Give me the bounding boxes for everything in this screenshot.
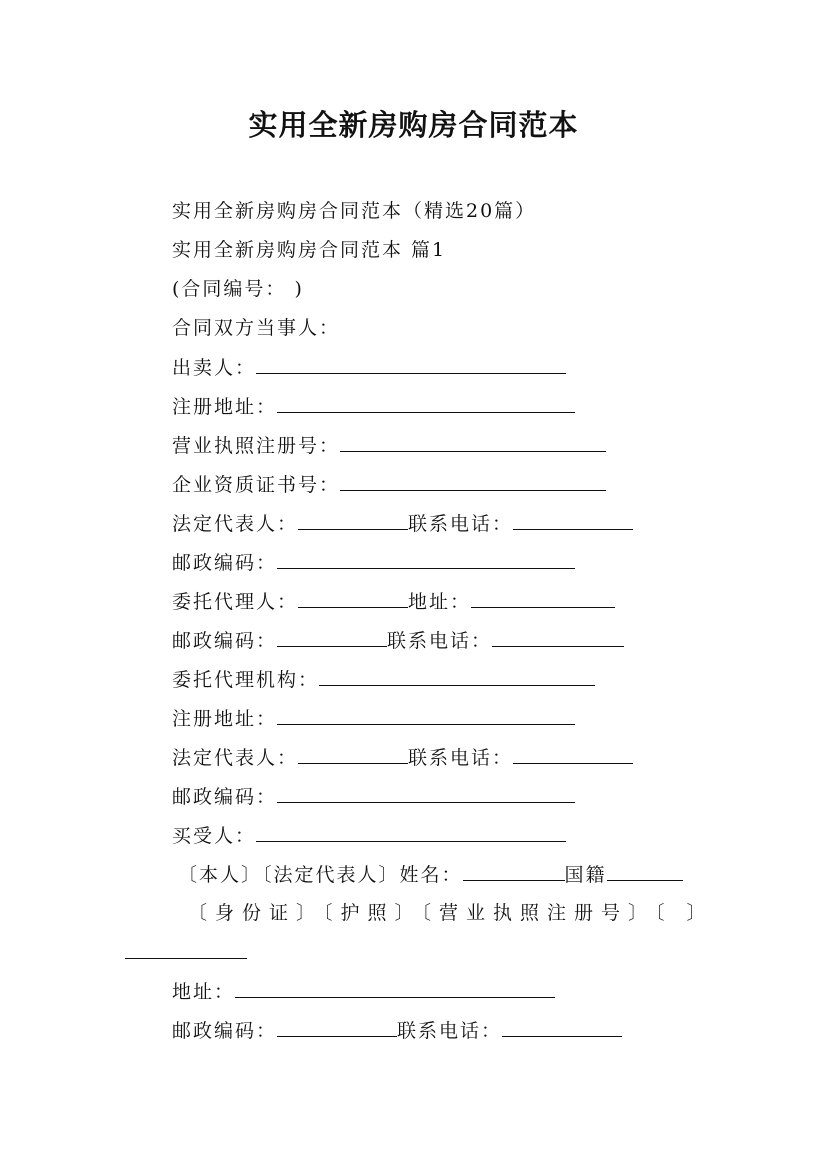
- phone-label: 联系电话：: [397, 1020, 503, 1042]
- qualification-blank[interactable]: [340, 472, 606, 491]
- qualification-label: 企业资质证书号：: [172, 474, 341, 496]
- address-blank[interactable]: [471, 589, 615, 608]
- postcode-blank[interactable]: [277, 628, 387, 647]
- address-label: 地址：: [408, 591, 472, 613]
- id-type-line: 〔身份证〕〔护照〕〔营业执照注册号〕〔 〕: [188, 902, 714, 924]
- buyer-name-label: 〔本人〕〔法定代表人〕姓名：: [178, 864, 463, 886]
- postcode-label: 邮政编码：: [172, 786, 278, 808]
- qualification-line: [172, 472, 606, 497]
- postcode-phone-line: [172, 1018, 622, 1043]
- biz-license-blank[interactable]: [340, 433, 606, 452]
- address-blank[interactable]: [235, 979, 555, 998]
- postcode-phone-line: [172, 628, 624, 653]
- postcode-line: [172, 550, 575, 575]
- subtitle: 实用全新房购房合同范本（精选20篇）: [172, 200, 537, 222]
- agent-line: [172, 589, 615, 614]
- agent-blank[interactable]: [298, 589, 408, 608]
- seller-label: 出卖人：: [172, 357, 257, 379]
- buyer-name-blank[interactable]: [463, 862, 565, 881]
- phone-blank[interactable]: [513, 745, 633, 764]
- contract-number: (合同编号： ): [172, 278, 304, 300]
- agency-label: 委托代理机构：: [172, 669, 320, 691]
- phone-blank[interactable]: [492, 628, 624, 647]
- agency-line: [172, 667, 595, 692]
- postcode-label: 邮政编码：: [172, 630, 278, 652]
- postcode-label: 邮政编码：: [172, 552, 278, 574]
- postcode-label: 邮政编码：: [172, 1020, 278, 1042]
- postcode-line: [172, 784, 575, 809]
- buyer-blank[interactable]: [256, 823, 566, 842]
- nationality-blank[interactable]: [607, 862, 683, 881]
- legal-rep-line: [172, 745, 633, 770]
- reg-address-label: 注册地址：: [172, 396, 278, 418]
- postcode-blank[interactable]: [277, 784, 575, 803]
- buyer-name-line: [178, 862, 683, 887]
- seller-blank[interactable]: [256, 355, 566, 374]
- parties-heading: 合同双方当事人：: [172, 317, 341, 339]
- reg-address-line: [172, 706, 575, 731]
- legal-rep-blank[interactable]: [298, 745, 408, 764]
- seller-line: [172, 355, 566, 380]
- nationality-label: 国籍: [564, 864, 607, 886]
- legal-rep-line: [172, 511, 633, 536]
- address-label: 地址：: [172, 981, 236, 1003]
- reg-address-blank[interactable]: [277, 394, 575, 413]
- reg-address-label: 注册地址：: [172, 708, 278, 730]
- legal-rep-blank[interactable]: [298, 511, 408, 530]
- agent-label: 委托代理人：: [172, 591, 299, 613]
- biz-license-label: 营业执照注册号：: [172, 435, 341, 457]
- phone-label: 联系电话：: [408, 747, 514, 769]
- section-heading: 实用全新房购房合同范本 篇1: [172, 239, 447, 261]
- legal-rep-label: 法定代表人：: [172, 747, 299, 769]
- id-number-blank[interactable]: [125, 940, 247, 959]
- agency-blank[interactable]: [319, 667, 595, 686]
- address-line: [172, 979, 555, 1004]
- phone-blank[interactable]: [502, 1018, 622, 1037]
- buyer-line: [172, 823, 566, 848]
- phone-label: 联系电话：: [408, 513, 514, 535]
- phone-label: 联系电话：: [387, 630, 493, 652]
- buyer-label: 买受人：: [172, 825, 257, 847]
- reg-address-blank[interactable]: [277, 706, 575, 725]
- reg-address-line: [172, 394, 575, 419]
- postcode-blank[interactable]: [277, 550, 575, 569]
- phone-blank[interactable]: [513, 511, 633, 530]
- postcode-blank[interactable]: [277, 1018, 397, 1037]
- document-title: 实用全新房购房合同范本: [248, 108, 579, 142]
- biz-license-line: [172, 433, 606, 458]
- legal-rep-label: 法定代表人：: [172, 513, 299, 535]
